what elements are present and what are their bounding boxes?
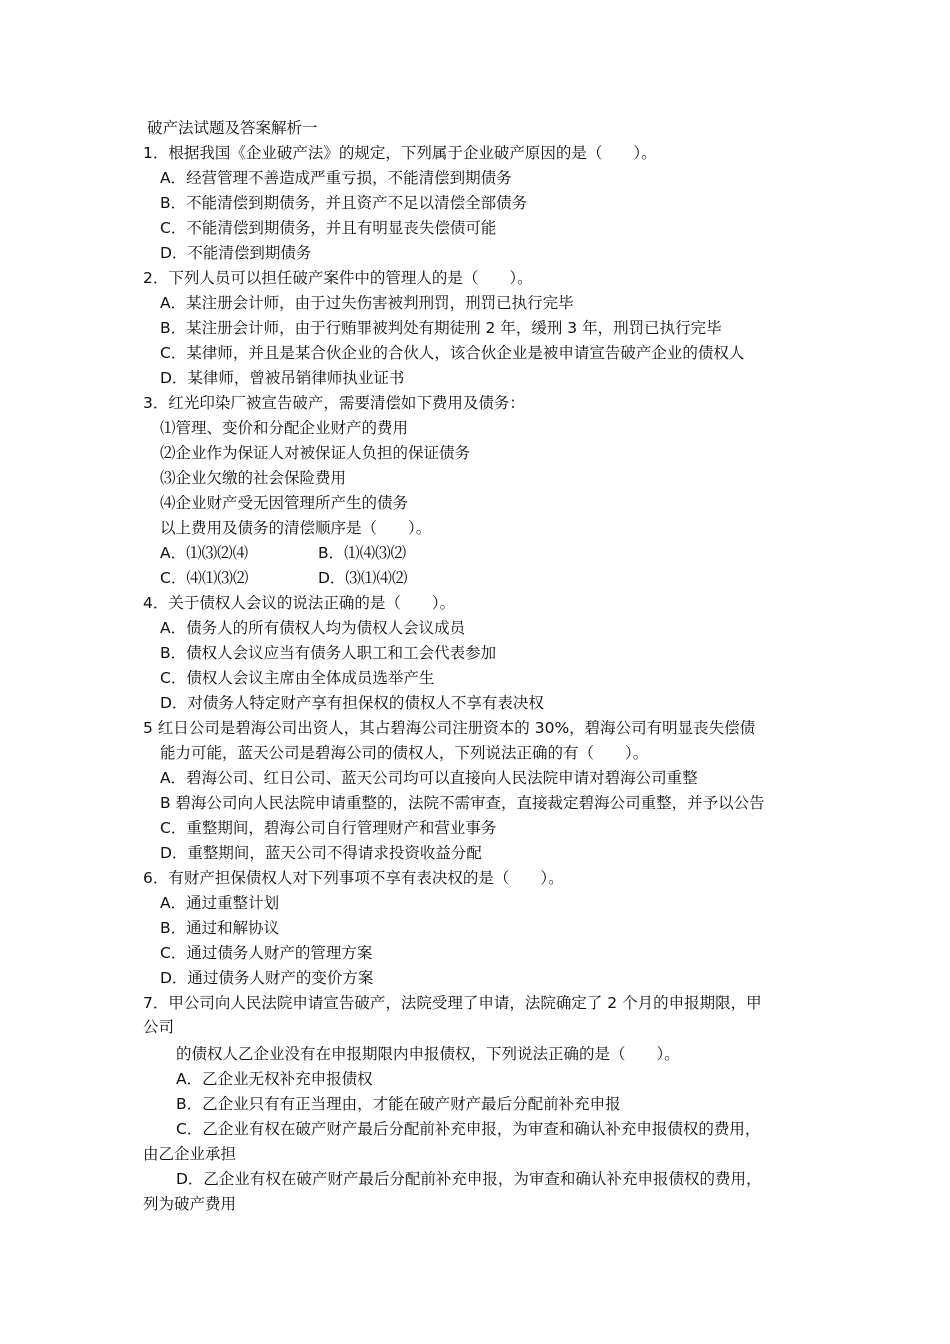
question-2-option-b: B．某注册会计师，由于行贿罪被判处有期徒刑 2 年，缓刑 3 年，刑罚已执行完毕 — [160, 319, 722, 337]
question-7-stem-line-2: 公司 — [143, 1018, 175, 1036]
question-7-stem-line-3: 的债权人乙企业没有在申报期限内申报债权，下列说法正确的是（ ）。 — [176, 1045, 680, 1063]
question-3-item-3: ⑶企业欠缴的社会保险费用 — [160, 469, 347, 487]
question-3-option-d: D．⑶⑴⑷⑵ — [318, 569, 408, 587]
question-4-option-d: D．对债务人特定财产享有担保权的债权人不享有表决权 — [160, 694, 544, 712]
question-1-option-a: A．经营管理不善造成严重亏损，不能清偿到期债务 — [160, 169, 512, 187]
question-6-option-b: B．通过和解协议 — [160, 919, 280, 937]
question-3-item-1: ⑴管理、变价和分配企业财产的费用 — [160, 419, 409, 437]
question-2-option-a: A．某注册会计师，由于过失伤害被判刑罚，刑罚已执行完毕 — [160, 294, 574, 312]
document-title: 破产法试题及答案解析一 — [147, 119, 318, 137]
question-4-option-c: C．债权人会议主席由全体成员选举产生 — [160, 669, 435, 687]
question-6-stem: 6．有财产担保债权人对下列事项不享有表决权的是（ ）。 — [143, 869, 564, 887]
question-4-stem: 4．关于债权人会议的说法正确的是（ ）。 — [143, 594, 456, 612]
question-5-stem-line-2: 能力可能，蓝天公司是碧海公司的债权人，下列说法正确的有（ ）。 — [160, 744, 649, 762]
question-3-item-2: ⑵企业作为保证人对被保证人负担的保证债务 — [160, 444, 471, 462]
question-3-question: 以上费用及债务的清偿顺序是（ ）。 — [160, 519, 432, 537]
question-5-option-c: C．重整期间，碧海公司自行管理财产和营业事务 — [160, 819, 497, 837]
question-1-option-c: C．不能清偿到期债务，并且有明显丧失偿债可能 — [160, 219, 497, 237]
question-6-option-a: A．通过重整计划 — [160, 894, 280, 912]
question-6-option-c: C．通过债务人财产的管理方案 — [160, 944, 373, 962]
question-5-stem-line-1: 5 红日公司是碧海公司出资人，其占碧海公司注册资本的 30%，碧海公司有明显丧失偿债 — [143, 719, 756, 737]
question-7-stem-line-1: 7．甲公司向人民法院申请宣告破产，法院受理了申请，法院确定了 2 个月的申报期限，甲 — [143, 994, 762, 1012]
question-2-option-c: C．某律师，并且是某合伙企业的合伙人，该合伙企业是被申请宣告破产企业的债权人 — [160, 344, 745, 362]
question-3-option-b: B．⑴⑷⑶⑵ — [318, 544, 407, 562]
question-5-option-b: B 碧海公司向人民法院申请重整的，法院不需审查，直接裁定碧海公司重整，并予以公告 — [160, 794, 765, 812]
question-3-option-c: C．⑷⑴⑶⑵ — [160, 569, 249, 587]
question-2-option-d: D．某律师，曾被吊销律师执业证书 — [160, 369, 405, 387]
question-3-item-4: ⑷企业财产受无因管理所产生的债务 — [160, 494, 409, 512]
question-5-option-a: A．碧海公司、红日公司、蓝天公司均可以直接向人民法院申请对碧海公司重整 — [160, 769, 698, 787]
question-7-option-b: B．乙企业只有有正当理由，才能在破产财产最后分配前补充申报 — [176, 1095, 621, 1113]
question-7-option-a: A．乙企业无权补充申报债权 — [176, 1070, 373, 1088]
question-7-option-d-line-2: 列为破产费用 — [143, 1195, 237, 1213]
question-1-option-d: D．不能清偿到期债务 — [160, 244, 312, 262]
question-7-option-c-line-2: 由乙企业承担 — [143, 1145, 237, 1163]
question-1-stem: 1．根据我国《企业破产法》的规定，下列属于企业破产原因的是（ ）。 — [143, 144, 657, 162]
question-1-option-b: B．不能清偿到期债务，并且资产不足以清偿全部债务 — [160, 194, 528, 212]
question-4-option-b: B．债权人会议应当有债务人职工和工会代表参加 — [160, 644, 497, 662]
question-4-option-a: A．债务人的所有债权人均为债权人会议成员 — [160, 619, 466, 637]
question-2-stem: 2．下列人员可以担任破产案件中的管理人的是（ ）。 — [143, 269, 533, 287]
question-3-option-a: A．⑴⑶⑵⑷ — [160, 544, 249, 562]
question-6-option-d: D．通过债务人财产的变价方案 — [160, 969, 374, 987]
question-3-stem: 3．红光印染厂被宣告破产，需要清偿如下费用及债务： — [143, 394, 525, 412]
question-7-option-c-line-1: C．乙企业有权在破产财产最后分配前补充申报，为审查和确认补充申报债权的费用， — [176, 1120, 761, 1138]
question-7-option-d-line-1: D．乙企业有权在破产财产最后分配前补充申报，为审查和确认补充申报债权的费用， — [176, 1170, 762, 1188]
question-5-option-d: D．重整期间，蓝天公司不得请求投资收益分配 — [160, 844, 482, 862]
